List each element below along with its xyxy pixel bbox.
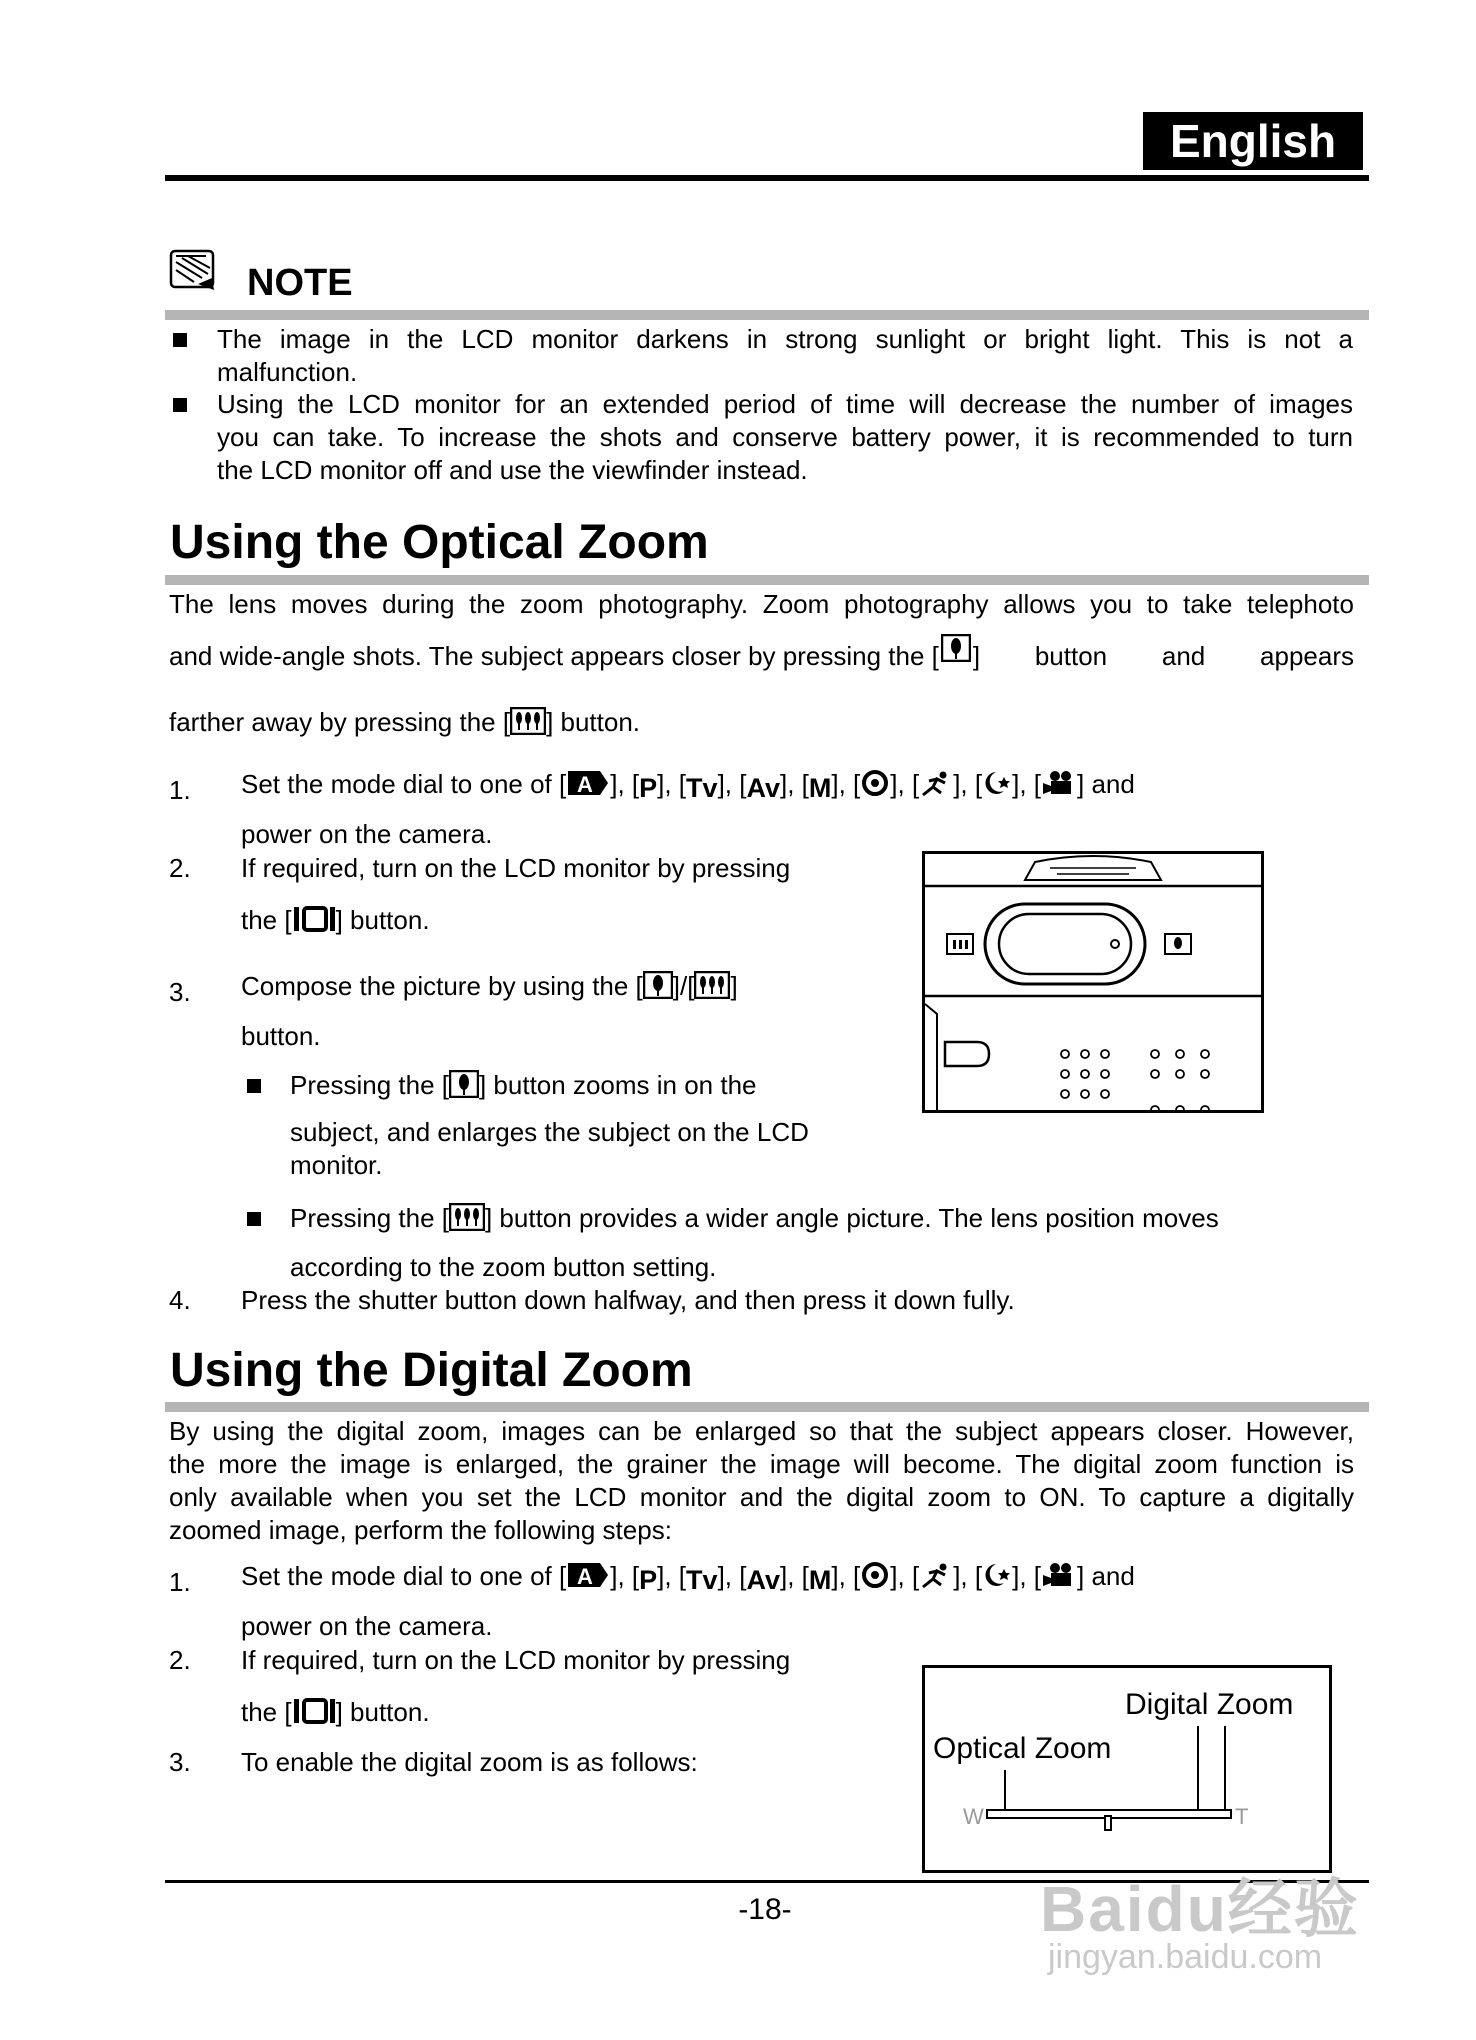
mode-sep: ], [	[953, 769, 983, 799]
optical-intro-line-2	[169, 640, 1354, 673]
optical-sub-bullet	[247, 1212, 261, 1226]
wide-icon	[510, 707, 546, 735]
note-icon	[168, 248, 220, 294]
digital-step1-num: 1.	[169, 1567, 191, 1597]
optical-sub1-line-1	[290, 1069, 757, 1102]
optical-step1-num: 1.	[169, 775, 191, 805]
shutter-priority-icon: Tv	[686, 1565, 718, 1595]
optical-sub-bullet	[247, 1079, 261, 1093]
zoom-w-label: W	[963, 1804, 984, 1829]
optical-step3-line-2: button.	[241, 1021, 321, 1051]
movie-mode-icon	[1041, 769, 1077, 797]
digital-para-line-3: only available when you set the LCD monitor and the digital zoom to ON. To capture a digitally	[169, 1482, 1354, 1512]
optical-intro-line-1: The lens moves during the zoom photography. Zoom photography allows you to take telephoto	[169, 589, 1354, 619]
mode-sep: ], [	[1012, 1561, 1042, 1591]
header-rule	[165, 175, 1369, 181]
digital-step1-end: ] and	[1077, 1561, 1135, 1591]
note-item-2-line-3: the LCD monitor off and use the viewfinder instead.	[217, 455, 808, 485]
watermark-logo: Baidu经验	[1040, 1873, 1360, 1945]
optical-sub2-line-2: according to the zoom button setting.	[290, 1252, 717, 1282]
optical-step1-line-2: power on the camera.	[241, 819, 493, 849]
shutter-priority-icon: Tv	[686, 773, 718, 803]
optical-step2-pre: the [	[241, 905, 292, 935]
mode-sep: ], [	[779, 769, 809, 799]
mode-sep: ], [	[890, 769, 920, 799]
digital-para-line-1: By using the digital zoom, images can be enlarged so that the subject appears closer. However,	[169, 1416, 1354, 1446]
mode-sep: ], [	[610, 1561, 640, 1591]
optical-sub1-post: ] button zooms in on the	[478, 1070, 757, 1100]
optical-step4-num: 4.	[169, 1285, 191, 1315]
page-number: -18-	[738, 1893, 792, 1926]
sports-mode-icon	[919, 1561, 953, 1589]
manual-mode-icon: M	[808, 773, 832, 803]
portrait-mode-icon	[860, 769, 890, 797]
mode-sep: ], [	[657, 769, 687, 799]
digital-para-line-4: zoomed image, perform the following steps:	[169, 1515, 672, 1545]
digital-step1-line-2: power on the camera.	[241, 1611, 493, 1641]
digital-step1-line-1	[241, 1560, 1135, 1594]
svg-text:A: A	[577, 1564, 594, 1589]
mode-sep: ], [	[657, 1561, 687, 1591]
digital-step2-post: ] button.	[335, 1697, 430, 1727]
auto-mode-icon	[566, 1561, 610, 1589]
digital-step2-num: 2.	[169, 1645, 191, 1675]
sports-mode-icon	[919, 769, 953, 797]
optical-step3-line-1	[241, 970, 738, 1003]
note-item-1-line-1: The image in the LCD monitor darkens in strong sunlight or bright light. This is not a	[217, 324, 1353, 354]
optical-step3-post: ]	[730, 971, 738, 1001]
language-tab: English	[1143, 112, 1363, 170]
watermark-url: jingyan.baidu.com	[1048, 1938, 1323, 1976]
mode-sep: ], [	[1012, 769, 1042, 799]
optical-sub2-line-1	[290, 1202, 1219, 1235]
program-mode-icon: P	[639, 1565, 658, 1595]
optical-sub2-post: ] button provides a wider angle picture. The lens position moves	[484, 1203, 1219, 1233]
optical-step2-line-1: If required, turn on the LCD monitor by pressing	[241, 853, 791, 883]
note-bullet	[173, 398, 187, 412]
optical-intro-2a: and wide-angle shots. The subject appears closer by pressing the [	[169, 641, 939, 671]
optical-step2-line-2	[241, 904, 430, 937]
digital-step3-text: To enable the digital zoom is as follows:	[241, 1747, 698, 1777]
optical-step2-post: ] button.	[335, 905, 430, 935]
optical-step3-mid: ]/[	[672, 971, 695, 1001]
night-mode-icon	[982, 769, 1012, 797]
digital-para-line-2: the more the image is enlarged, the grainer the image will become. The digital zoom function is	[169, 1449, 1354, 1479]
optical-step3-pre: Compose the picture by using the [	[241, 971, 643, 1001]
svg-text:A: A	[577, 772, 594, 797]
aperture-priority-icon: Av	[746, 773, 780, 803]
optical-sub1-line-3: monitor.	[290, 1150, 383, 1180]
auto-mode-icon	[566, 769, 610, 797]
mode-sep: ], [	[717, 1561, 747, 1591]
note-item-2-line-1: Using the LCD monitor for an extended period of time will decrease the number of images	[217, 389, 1353, 419]
portrait-mode-icon	[860, 1561, 890, 1589]
digital-step3-num: 3.	[169, 1747, 191, 1777]
mode-sep: ], [	[831, 769, 861, 799]
optical-intro-2b: ] button and appears	[972, 641, 1354, 671]
night-mode-icon	[982, 1561, 1012, 1589]
zoom-t-label: T	[1235, 1804, 1249, 1829]
optical-step3-num: 3.	[169, 977, 191, 1007]
telephoto-icon	[449, 1070, 479, 1098]
note-item-1-line-2: malfunction.	[217, 357, 358, 387]
mode-sep: ], [	[779, 1561, 809, 1591]
mode-sep: ], [	[717, 769, 747, 799]
digital-step2-pre: the [	[241, 1697, 292, 1727]
optical-intro-3b: ] button.	[546, 707, 641, 737]
wide-icon	[449, 1203, 485, 1231]
digital-heading-rule	[165, 1402, 1369, 1412]
optical-step2-num: 2.	[169, 853, 191, 883]
digital-zoom-label: Digital Zoom	[1125, 1688, 1294, 1721]
optical-sub2-pre: Pressing the [	[290, 1203, 449, 1233]
manual-mode-icon: M	[808, 1565, 832, 1595]
note-bullet	[173, 333, 187, 347]
telephoto-icon	[643, 971, 673, 999]
digital-step2-line-2	[241, 1696, 430, 1729]
optical-zoom-label: Optical Zoom	[933, 1732, 1112, 1765]
optical-sub1-pre: Pressing the [	[290, 1070, 449, 1100]
movie-mode-icon	[1041, 1561, 1077, 1589]
optical-heading-rule	[165, 575, 1369, 585]
mode-sep: ], [	[831, 1561, 861, 1591]
note-rule	[165, 310, 1369, 320]
aperture-priority-icon: Av	[746, 1565, 780, 1595]
wide-icon	[694, 971, 730, 999]
telephoto-icon	[941, 634, 971, 662]
mode-sep: ], [	[953, 1561, 983, 1591]
zoom-bar-figure	[922, 1665, 1332, 1873]
optical-step1-end: ] and	[1077, 769, 1135, 799]
optical-zoom-heading: Using the Optical Zoom	[170, 516, 709, 569]
optical-intro-line-3	[169, 706, 640, 739]
optical-step1-line-1	[241, 768, 1135, 802]
mode-sep: ], [	[610, 769, 640, 799]
mode-sep: ], [	[890, 1561, 920, 1591]
optical-intro-3a: farther away by pressing the [	[169, 707, 511, 737]
zoom-bar-graphic	[925, 1668, 1329, 1870]
note-item-2-line-2: you can take. To increase the shots and conserve battery power, it is recommended to turn	[217, 422, 1353, 452]
optical-step4-text: Press the shutter button down halfway, and then press it down fully.	[241, 1285, 1015, 1315]
lcd-display-icon	[292, 1697, 336, 1725]
optical-step1-text: Set the mode dial to one of [	[241, 769, 567, 799]
note-title: NOTE	[247, 262, 353, 304]
camera-zoom-figure	[922, 851, 1264, 1113]
digital-step2-line-1: If required, turn on the LCD monitor by pressing	[241, 1645, 791, 1675]
digital-step1-text: Set the mode dial to one of [	[241, 1561, 567, 1591]
program-mode-icon: P	[639, 773, 658, 803]
optical-sub1-line-2: subject, and enlarges the subject on the LCD	[290, 1117, 809, 1147]
lcd-display-icon	[292, 905, 336, 933]
digital-zoom-heading: Using the Digital Zoom	[170, 1344, 693, 1397]
